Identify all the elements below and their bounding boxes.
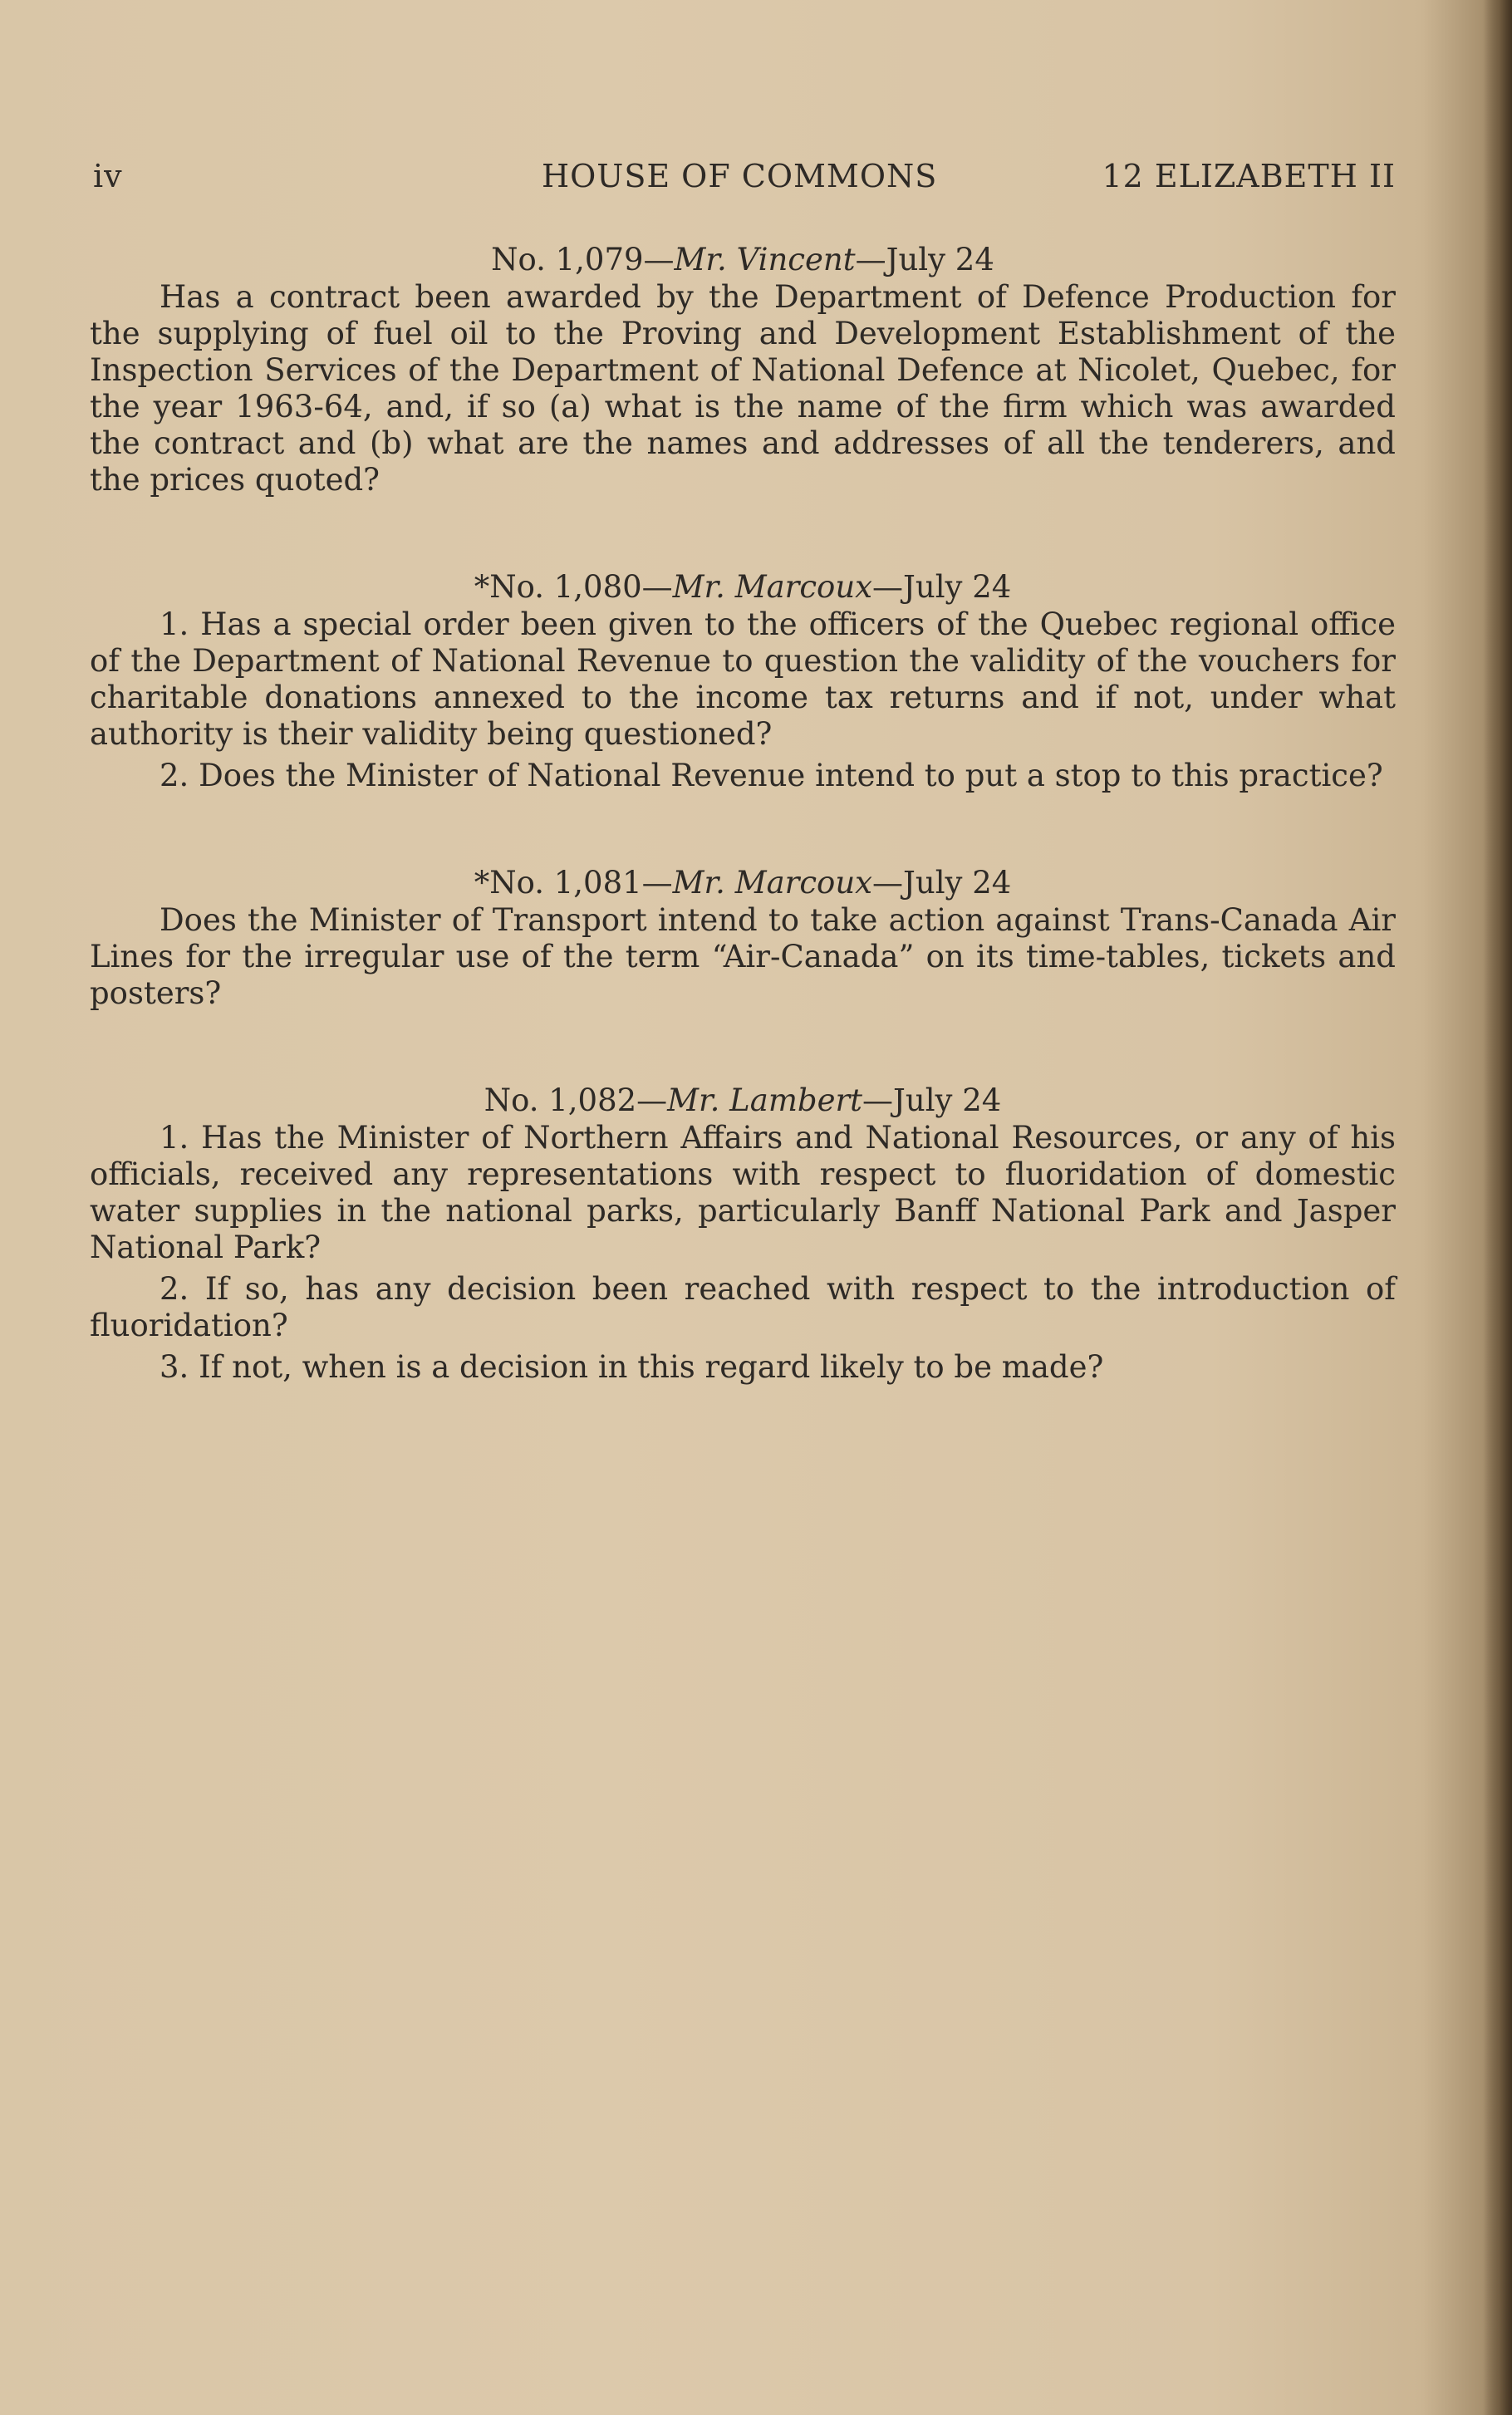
question-number: No. 1,079— [491, 242, 675, 277]
question-1081 [90, 864, 1396, 1012]
question-text: Has a contract been awarded by the Department of Defence Production for the supplying of fuel oil to the Proving and Development Establishment of the Inspection Services of the Department of National Defence at Nicolet, Quebec, for the year 1963-64, and, if so (a) what is the name of the firm which was awarded the contract and (b) what are the names and addresses of all the tenderers, and the prices quoted? [90, 279, 1396, 498]
question-text: 1. Has the Minister of Northern Affairs and National Resources, or any of his officials, received any representations with respect to fluoridation of domestic water supplies in the national parks, particularly Banff National Park and Jasper National Park? [90, 1120, 1396, 1265]
question-text: 2. If so, has any decision been reached with respect to the introduction of fluoridation? [90, 1271, 1396, 1343]
page-spine-shadow [1484, 0, 1512, 2415]
question-date: —July 24 [872, 865, 1012, 901]
member-name: Mr. Vincent [674, 242, 856, 277]
member-name: Mr. Marcoux [672, 569, 873, 605]
member-name: Mr. Marcoux [672, 865, 873, 901]
question-date: —July 24 [855, 242, 994, 277]
question-number: *No. 1,081— [474, 865, 673, 901]
question-text: 2. Does the Minister of National Revenue intend to put a stop to this practice? [160, 758, 1383, 793]
page-number: iv [93, 158, 123, 194]
question-1080 [90, 568, 1396, 794]
running-head [90, 158, 1396, 208]
question-date: —July 24 [862, 1082, 1002, 1118]
member-name: Mr. Lambert [667, 1082, 863, 1118]
question-heading [90, 1082, 1396, 1120]
question-heading [90, 864, 1396, 902]
question-text: 3. If not, when is a decision in this regard likely to be made? [160, 1349, 1104, 1385]
question-heading [90, 568, 1396, 606]
question-date: —July 24 [872, 569, 1012, 605]
question-number: *No. 1,080— [474, 569, 673, 605]
question-number: No. 1,082— [484, 1082, 668, 1118]
question-heading [90, 241, 1396, 279]
question-1079 [90, 241, 1396, 498]
question-text: 1. Has a special order been given to the officers of the Quebec regional office of the Department of National Revenue to question the validity of the vouchers for charitable donations annexed to the income tax returns and if not, under what authority is their validity being questioned? [90, 606, 1396, 752]
question-1082 [90, 1082, 1396, 1386]
regnal-year: 12 ELIZABETH II [1102, 158, 1396, 194]
question-text: Does the Minister of Transport intend to take action against Trans-Canada Air Lines for the irregular use of the term “Air-Canada” on its time-tables, tickets and posters? [90, 902, 1396, 1011]
running-title: HOUSE OF COMMONS [542, 158, 938, 194]
document-page [90, 158, 1396, 1386]
